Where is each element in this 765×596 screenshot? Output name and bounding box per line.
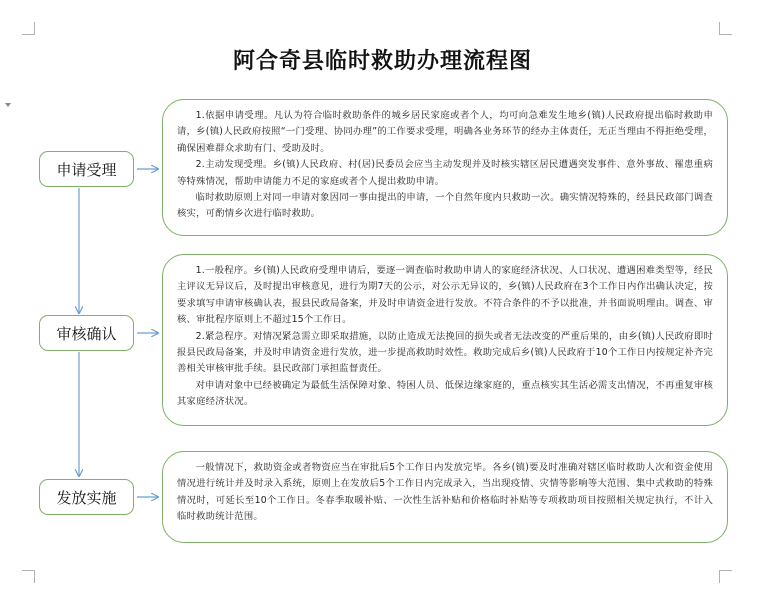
stage-distribute-implement: 发放实施 [39, 479, 134, 515]
detail-paragraph: 2.紧急程序。对情况紧急需立即采取措施，以防止造成无法挽回的损失或者无法改变的严重后果的，由乡(镇)人民政府即时报县民政局备案，并及时申请资金进行发放，进一步提高救助时效性。救助完成后乡(镇)人民政府于10个工作日内按规定补齐完善相关审核审批手续。县民政部门承担监督责任。 [177, 330, 713, 375]
stage-review-confirm-detail [162, 254, 728, 426]
stage-review-confirm: 审核确认 [39, 315, 134, 351]
detail-paragraph: 临时救助原则上对同一申请对象因同一事由提出的申请，一个自然年度内只救助一次。确实情况特殊的，经县民政部门调查核实，可酌情乡次进行临时救助。 [177, 192, 713, 220]
detail-paragraph: 对申请对象中已经被确定为最低生活保障对象、特困人员、低保边缘家庭的，重点核实其生活必需支出情况，不再重复审核其家庭经济状况。 [177, 379, 713, 408]
stage-apply-accept: 申请受理 [39, 151, 134, 187]
detail-paragraph: 1.一般程序。乡(镇)人民政府受理申请后，要逐一调查临时救助申请人的家庭经济状况、人口状况、遭遇困难类型等，经民主评议无异议后，及时提出审核意见，进行为期7天的公示，对公示无异议的，乡(镇)人民政府在3个工作日内作出确认决定，按要求填写申请审核确认表，报县民政局备案，并及时申请资金进行发放。不符合条件的不予以批准，并书面说明理由。调查、审核、审批程序原则上不超过15个工作日。 [177, 265, 713, 326]
stage-apply-accept-detail [162, 99, 728, 236]
stage-distribute-implement-detail [162, 451, 728, 543]
detail-paragraph: 2.主动发现受理。乡(镇)人民政府、村(居)民委员会应当主动发现并及时核实辖区居民遭遇突发事件、意外事故、罹患重病等特殊情况，帮助申请能力不足的家庭或者个人提出救助申请。 [177, 159, 713, 187]
page-title: 阿合奇县临时救助办理流程图 [232, 49, 532, 74]
detail-paragraph: 一般情况下，救助资金或者物资应当在审批后5个工作日内发放完毕。各乡(镇)要及时准确对辖区临时救助人次和资金使用情况进行统计并及时录入系统，原则上在发放后5个工作日内完成录入，当出现疫情、灾情等影响等大范围、集中式救助的特殊情况时，可延长至10个工作日。冬春季取暖补贴、一次性生活补贴和价格临时补贴等专项救助项目按照相关规定执行，不计入临时救助统计范围。 [177, 462, 713, 523]
detail-paragraph: 1.依据申请受理。凡认为符合临时救助条件的城乡居民家庭或者个人，均可向急难发生地乡(镇)人民政府提出临时救助申请，乡(镇)人民政府按照“一门受理、协同办理”的工作要求受理，明确各业务环节的经办主体责任，无正当理由不得拒绝受理，确保困难群众求助有门、受助及时。 [177, 110, 713, 154]
